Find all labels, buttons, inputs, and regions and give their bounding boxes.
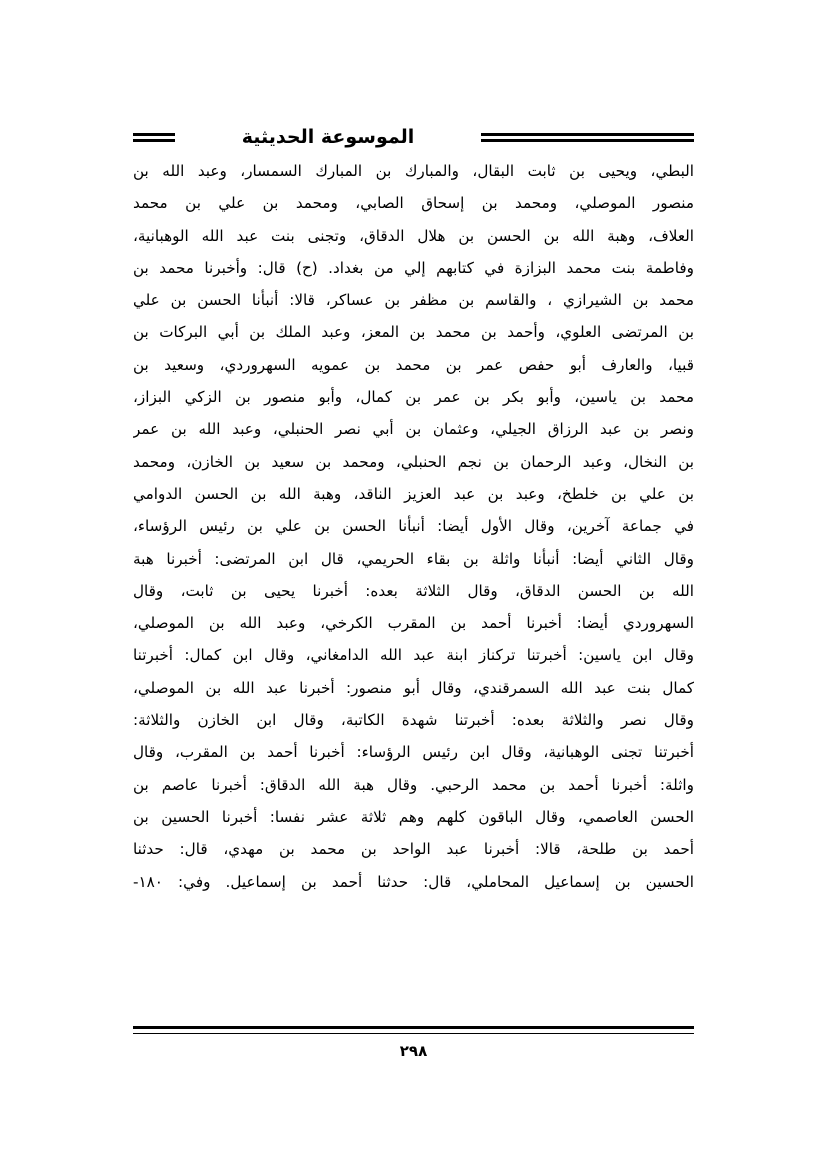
text-line: وقال الثاني أيضا: أنبأنا واثلة بن بقاء الحريمي، قال ابن المرتضى: أخبرنا هبة xyxy=(133,549,694,568)
text-line: محمد بن ياسين، وأبو بكر بن عمر بن كمال، وأبو منصور بن الزكي البزاز، xyxy=(133,388,694,407)
footer-rule xyxy=(133,1026,694,1034)
page-number: ٢٩٨ xyxy=(399,1042,428,1060)
text-line: وفاطمة بنت محمد البزازة في كتابهم إلي من بغداد. (ح) قال: وأخبرنا محمد بن xyxy=(133,258,694,277)
text-line: أحمد بن طلحة، قالا: أخبرنا عبد الواحد بن محمد بن مهدي، قال: حدثنا xyxy=(133,840,694,859)
text-line: الحسين بن إسماعيل المحاملي، قال: حدثنا أحمد بن إسماعيل. وفي: ١٨٠- xyxy=(133,872,694,891)
text-line: الحسن العاصمي، وقال الباقون كلهم وهم ثلاثة عشر نفسا: أخبرنا الحسين بن xyxy=(133,807,694,826)
text-line: ونصر بن عبد الرزاق الجيلي، وعثمان بن أبي نصر الحنبلي، وعبد الله بن عمر xyxy=(133,420,694,439)
text-line: بن المرتضى العلوي، وأحمد بن محمد بن المعز، وعبد الملك بن أبي البركات بن xyxy=(133,323,694,342)
text-line: بن النخال، وعبد الرحمان بن نجم الحنبلي، ومحمد بن سعيد بن الخازن، ومحمد xyxy=(133,452,694,471)
text-line: منصور الموصلي، ومحمد بن إسحاق الصابي، ومحمد بن علي بن محمد xyxy=(133,194,694,213)
text-line: وقال نصر والثلاثة بعده: أخبرتنا شهدة الكاتبة، وقال ابن الخازن والثلاثة: xyxy=(133,711,694,730)
text-line: وقال ابن ياسين: أخبرتنا تركناز ابنة عبد الله الدامغاني، وقال ابن كمال: أخبرتنا xyxy=(133,646,694,665)
text-line: بن علي بن خلطخ، وعبد بن عبد العزيز الناقد، وهبة الله بن الحسن الدوامي xyxy=(133,484,694,503)
text-line: العلاف، وهبة الله بن الحسن بن هلال الدقاق، وتجنى بنت عبد الله الوهبانية، xyxy=(133,226,694,245)
text-line: في جماعة آخرين، وقال الأول أيضا: أنبأنا الحسن بن علي بن رئيس الرؤساء، xyxy=(133,517,694,536)
text-line: قبيا، والعارف أبو حفص عمر بن محمد بن عمويه السهروردي، وسعيد بن xyxy=(133,355,694,374)
header-rule-left xyxy=(133,133,175,142)
text-line: السهروردي أيضا: أخبرنا أحمد بن المقرب الكرخي، وعبد الله بن الموصلي، xyxy=(133,614,694,633)
text-line: كمال بنت عبد الله السمرقندي، وقال أبو منصور: أخبرنا عبد الله بن الموصلي، xyxy=(133,678,694,697)
text-line: أخبرتنا تجنى الوهبانية، وقال ابن رئيس الرؤساء: أخبرنا أحمد بن المقرب، وقال xyxy=(133,743,694,762)
body-text xyxy=(133,155,694,898)
running-header xyxy=(133,122,694,152)
text-line: محمد بن الشيرازي ، والقاسم بن مظفر بن عساكر، قالا: أنبأنا الحسن بن علي xyxy=(133,291,694,310)
text-line: البطي، ويحيى بن ثابت البقال، والمبارك بن المبارك السمسار، وعبد الله بن xyxy=(133,162,694,180)
text-line: واثلة: أخبرنا أحمد بن محمد الرحبي. وقال هبة الله الدقاق: أخبرنا عاصم بن xyxy=(133,775,694,794)
header-rule-right xyxy=(481,133,694,142)
text-line: الله بن الحسن الدقاق، وقال الثلاثة بعده: أخبرنا يحيى بن ثابت، وقال xyxy=(133,581,694,600)
header-title: الموسوعة الحديثية xyxy=(241,126,415,148)
